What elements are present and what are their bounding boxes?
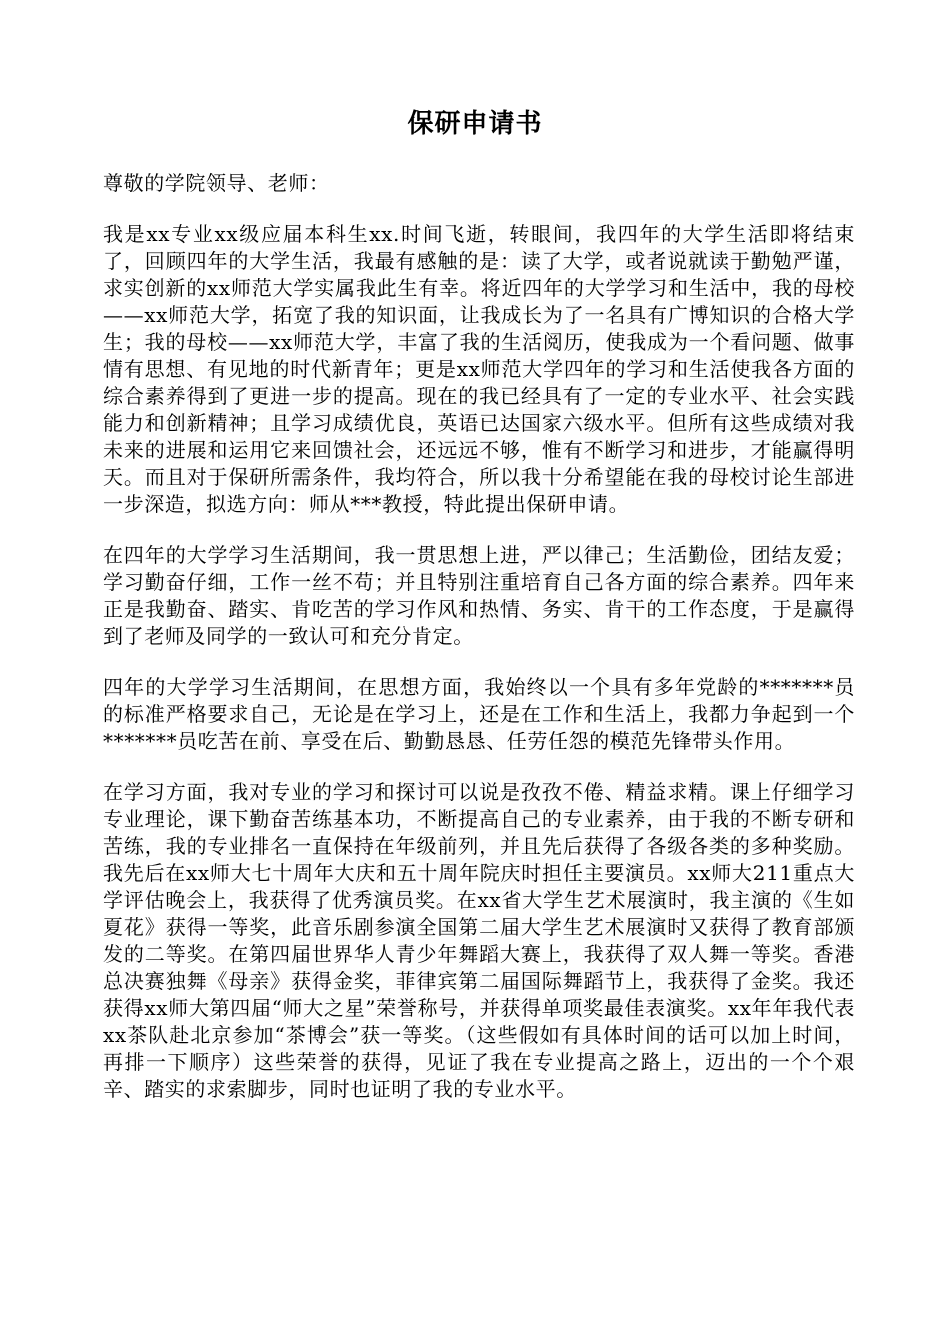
paragraph-intro: 我是xx专业xx级应届本科生xx.时间飞逝，转眼间，我四年的大学生活即将结束了，回顾四年的大学生活，我最有感触的是：读了大学，或者说就读于勤勉严谨，求实创新的xx师范大学实属我此生有幸。将近四年的大学学习和生活中，我的母校——xx师范大学，拓宽了我的知识面，让我成长为了一名具有广博知识的合格大学生；我的母校——xx师范大学，丰富了我的生活阅历，使我成为一个看问题、做事情有思想、有见地的时代新青年；更是xx师范大学四年的学习和生活使我各方面的综合素养得到了更进一步的提高。现在的我已经具有了一定的专业水平、社会实践能力和创新精神；且学习成绩优良，英语已达国家六级水平。但所有这些成绩对我未来的进展和运用它来回馈社会，还远远不够，惟有不断学习和进步，才能赢得明天。而且对于保研所需条件，我均符合，所以我十分希望能在我的母校讨论生部进一步深造，拟选方向：师从***教授，特此提出保研申请。	[103, 222, 855, 516]
document-title: 保研申请书	[407, 109, 543, 139]
salutation: 尊敬的学院领导、老师：	[103, 171, 330, 195]
paragraph-ideology: 四年的大学学习生活期间，在思想方面，我始终以一个具有多年党龄的*******员的标准严格要求自己，无论是在学习上，还是在工作和生活上，我都力争起到一个*******员吃苦在前、享受在后、勤勤恳恳、任劳任怨的模范先锋带头作用。	[103, 675, 855, 753]
document-body	[103, 170, 855, 1127]
paragraph-character: 在四年的大学学习生活期间，我一贯思想上进，严以律己；生活勤俭，团结友爱；学习勤奋仔细，工作一丝不苟；并且特别注重培育自己各方面的综合素养。四年来正是我勤奋、踏实、肯吃苦的学习作风和热情、务实、肯干的工作态度，于是赢得到了老师及同学的一致认可和充分肯定。	[103, 543, 855, 648]
paragraph-study-awards: 在学习方面，我对专业的学习和探讨可以说是孜孜不倦、精益求精。课上仔细学习专业理论，课下勤奋苦练基本功，不断提高自己的专业素养，由于我的不断专研和苦练，我的专业排名一直保持在年级前列，并且先后获得了各级各类的多种奖励。我先后在xx师大七十周年大庆和五十周年院庆时担任主要演员。xx师大211重点大学评估晚会上，我获得了优秀演员奖。在xx省大学生艺术展演时，我主演的《生如夏花》获得一等奖，此音乐剧参演全国第二届大学生艺术展演时又获得了教育部颁发的二等奖。在第四届世界华人青少年舞蹈大赛上，我获得了双人舞一等奖。香港总决赛独舞《母亲》获得金奖，菲律宾第二届国际舞蹈节上，我获得了金奖。我还获得xx师大第四届“师大之星”荣誉称号，并获得单项奖最佳表演奖。xx年年我代表xx茶队赴北京参加“茶博会”获一等奖。（这些假如有具体时间的话可以加上时间，再排一下顺序）这些荣誉的获得，见证了我在专业提高之路上，迈出的一个个艰辛、踏实的求索脚步，同时也证明了我的专业水平。	[103, 780, 855, 1101]
